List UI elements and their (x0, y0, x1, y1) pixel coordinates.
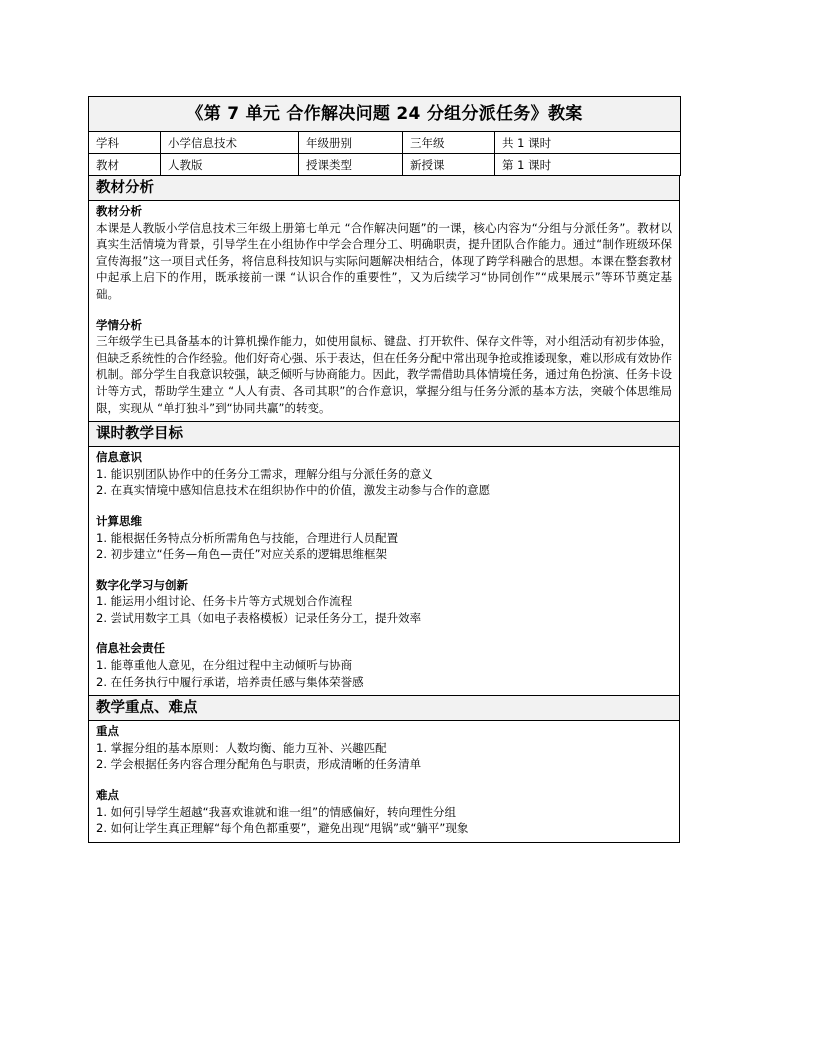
label-subject: 学科 (89, 132, 161, 154)
label-textbook: 教材 (89, 154, 161, 176)
goal-item: 2. 尝试用数字工具（如电子表格模板）记录任务分工，提升效率 (96, 610, 422, 625)
focus-group-title: 重点 (96, 724, 119, 739)
goal-item: 2. 在真实情境中感知信息技术在组织协作中的价值，激发主动参与合作的意愿 (96, 483, 491, 498)
subheading-learner-analysis: 学情分析 (96, 317, 142, 332)
value-grade: 三年级 (403, 132, 495, 154)
focus-item: 2. 学会根据任务内容合理分配角色与职责，形成清晰的任务清单 (96, 757, 422, 772)
lesson-plan-document (88, 96, 680, 843)
value-lesson-type: 新授课 (403, 154, 495, 176)
section-heading-focus: 教学重点、难点 (89, 696, 679, 721)
header-table (88, 96, 681, 176)
focus-item: 2. 如何让学生真正理解“每个角色都重要”，避免出现“甩锅”或“躺平”现象 (96, 821, 469, 836)
goal-item: 1. 能运用小组讨论、任务卡片等方式规划合作流程 (96, 594, 353, 609)
info-row-2 (89, 154, 681, 176)
goal-item: 1. 能尊重他人意见，在分组过程中主动倾听与协商 (96, 658, 353, 673)
goal-group-title: 数字化学习与创新 (96, 577, 188, 592)
subheading-textbook-analysis: 教材分析 (96, 204, 142, 218)
paragraph-textbook-analysis: 本课是人教版小学信息技术三年级上册第七单元 “合作解决问题”的一课，核心内容为“分组与分派任务”。教材以真实生活情境为背景，引导学生在小组协作中学会合理分工、明确职责，提升团队合作能力。通过“制作班级环保宣传海报”这一项目式任务，将信息科技知识与实际问题解决相结合，体现了跨学科融合的思想。本课在整套教材中起承上启下的作用，既承接前一课 “认识合作的重要性”，又为后续学习“协同创作”“成果展示”等环节奠定基础。 (96, 220, 672, 301)
section-goals (88, 422, 680, 696)
label-lesson-type: 授课类型 (299, 154, 403, 176)
title-row (89, 97, 681, 132)
section-heading-goals: 课时教学目标 (89, 422, 679, 447)
focus-item: 1. 如何引导学生超越“我喜欢谁就和谁一组”的情感偏好，转向理性分组 (96, 804, 457, 819)
goal-group-title: 信息意识 (96, 450, 142, 465)
info-row-1 (89, 132, 681, 154)
value-textbook: 人教版 (161, 154, 299, 176)
value-subject: 小学信息技术 (161, 132, 299, 154)
label-grade-volume: 年级册别 (299, 132, 403, 154)
section-analysis (88, 176, 680, 422)
focus-group-title: 难点 (96, 788, 119, 803)
paragraph-learner-analysis: 三年级学生已具备基本的计算机操作能力，如使用鼠标、键盘、打开软件、保存文件等，对小组活动有初步体验，但缺乏系统性的合作经验。他们好奇心强、乐于表达，但在任务分配中常出现争抢或推诿现象，难以形成有效协作机制。部分学生自我意识较强，缺乏倾听与协商能力。因此，教学需借助具体情境任务，通过角色扮演、任务卡设计等方式，帮助学生建立 “人人有责、各司其职”的合作意识，掌握分组与任务分派的基本方法，突破个体思维局限，实现从 “单打独斗”到“协同共赢”的转变。 (96, 334, 672, 415)
goal-item: 2. 在任务执行中履行承诺，培养责任感与集体荣誉感 (96, 674, 364, 689)
goal-group-title: 信息社会责任 (96, 641, 165, 656)
document-title: 《第 7 单元 合作解决问题 24 分组分派任务》教案 (89, 97, 681, 132)
focus-item: 1. 掌握分组的基本原则：人数均衡、能力互补、兴趣匹配 (96, 740, 387, 755)
section-heading-analysis: 教材分析 (89, 176, 679, 201)
goal-item: 1. 能根据任务特点分析所需角色与技能，合理进行人员配置 (96, 530, 399, 545)
goal-item: 1. 能识别团队协作中的任务分工需求，理解分组与分派任务的意义 (96, 466, 433, 481)
value-period-number: 第 1 课时 (495, 154, 681, 176)
section-focus (88, 696, 680, 843)
value-total-periods: 共 1 课时 (495, 132, 681, 154)
goal-item: 2. 初步建立“任务—角色—责任”对应关系的逻辑思维框架 (96, 547, 388, 562)
goal-group-title: 计算思维 (96, 513, 142, 528)
